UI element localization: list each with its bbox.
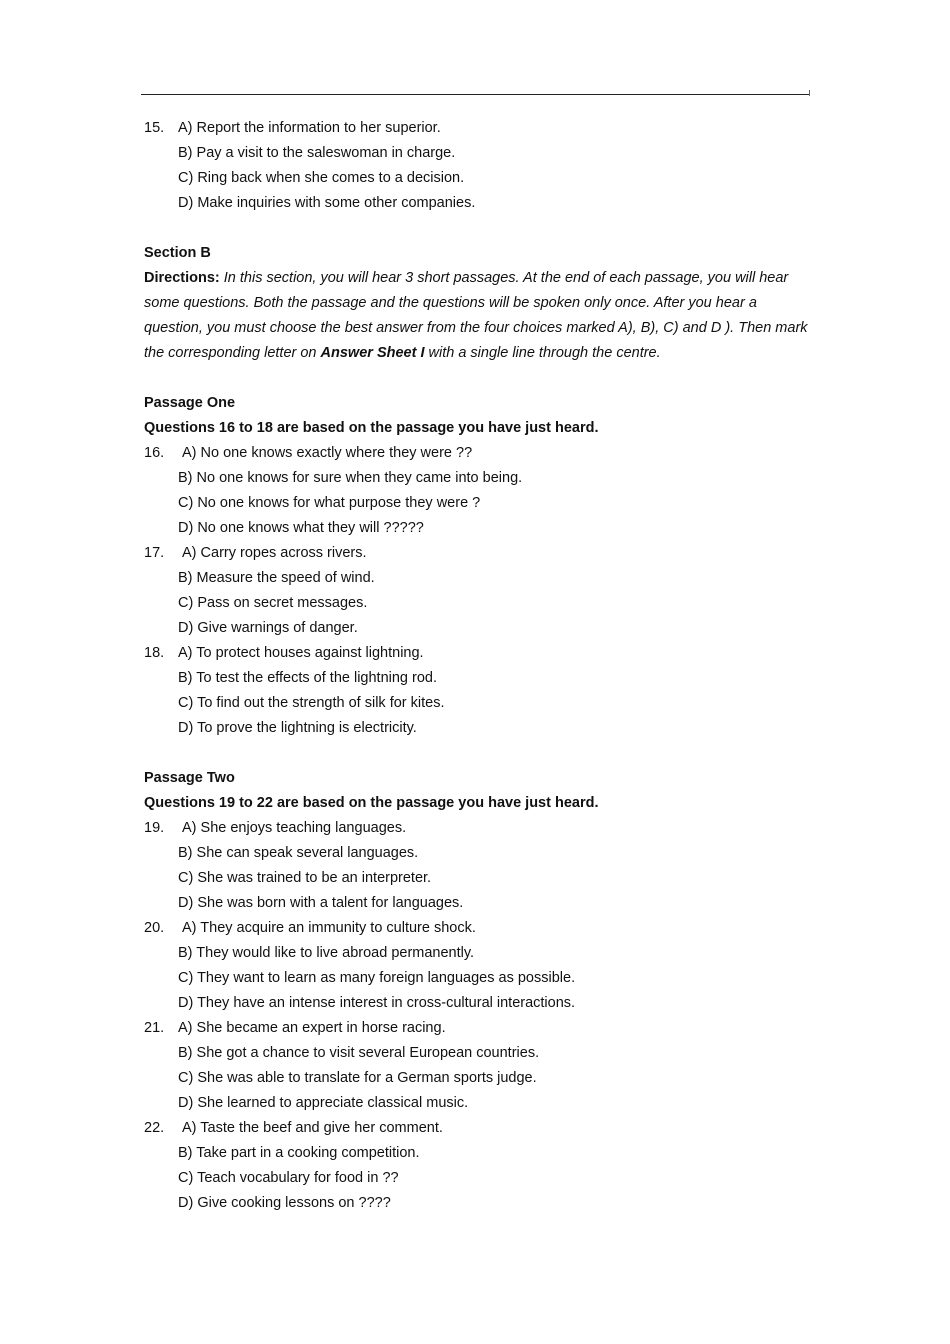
question-19 <box>144 816 814 916</box>
directions-text: In this section, you will hear 3 short passages. At the end of each passage, you will hear some questions. Both the passage and the questions will be spoken only once. After you hear a question, you must choose the best answer from the four choices marked A), B), C) and D ). Then mark the corresponding letter on <box>144 270 808 361</box>
option-d: D) Make inquiries with some other companies. <box>178 195 476 211</box>
question-number: 19. <box>144 820 165 836</box>
option-b: B) She got a chance to visit several European countries. <box>178 1045 540 1061</box>
option-a: A) She enjoys teaching languages. <box>182 820 407 836</box>
directions-label: Directions: <box>144 270 220 286</box>
passage-two-heading: Passage Two <box>144 770 235 786</box>
passage-two-instruction: Questions 19 to 22 are based on the passage you have just heard. <box>144 795 599 811</box>
question-number: 18. <box>144 645 165 661</box>
passage-one-instruction: Questions 16 to 18 are based on the passage you have just heard. <box>144 420 599 436</box>
option-d: D) She was born with a talent for languages. <box>178 895 464 911</box>
option-c: C) To find out the strength of silk for kites. <box>178 695 445 711</box>
option-b: B) She can speak several languages. <box>178 845 419 861</box>
option-c: C) Ring back when she comes to a decision. <box>178 170 465 186</box>
option-a: A) Taste the beef and give her comment. <box>182 1120 443 1136</box>
question-number: 16. <box>144 445 165 461</box>
answer-sheet-reference: Answer Sheet I <box>320 345 425 361</box>
option-b: B) Take part in a cooking competition. <box>178 1145 420 1161</box>
question-number: 20. <box>144 920 165 936</box>
option-d: D) They have an intense interest in cross-cultural interactions. <box>178 995 576 1011</box>
question-number: 15. <box>144 120 165 136</box>
directions-text-end: with a single line through the centre. <box>424 345 661 361</box>
option-b: B) Pay a visit to the saleswoman in charge. <box>178 145 456 161</box>
option-c: C) She was trained to be an interpreter. <box>178 870 432 886</box>
option-b: B) No one knows for sure when they came into being. <box>178 470 523 486</box>
option-d: D) She learned to appreciate classical music. <box>178 1095 469 1111</box>
option-a: A) No one knows exactly where they were ?? <box>182 445 473 461</box>
header-rule-tick <box>809 90 810 96</box>
option-c: C) Teach vocabulary for food in ?? <box>178 1170 399 1186</box>
document-body <box>144 116 814 1216</box>
question-17 <box>144 541 814 641</box>
option-a: A) Report the information to her superior. <box>178 120 441 136</box>
option-a: A) To protect houses against lightning. <box>178 645 424 661</box>
header-rule <box>141 94 810 95</box>
question-16 <box>144 441 814 541</box>
option-d: D) To prove the lightning is electricity. <box>178 720 417 736</box>
option-c: C) Pass on secret messages. <box>178 595 368 611</box>
option-c: C) No one knows for what purpose they were ? <box>178 495 481 511</box>
question-number: 21. <box>144 1020 165 1036</box>
option-a: A) Carry ropes across rivers. <box>182 545 367 561</box>
question-21 <box>144 1016 814 1116</box>
question-number: 22. <box>144 1120 165 1136</box>
option-b: B) They would like to live abroad permanently. <box>178 945 475 961</box>
question-15 <box>144 116 814 216</box>
option-a: A) They acquire an immunity to culture shock. <box>182 920 476 936</box>
section-b-directions <box>144 266 814 366</box>
question-22 <box>144 1116 814 1216</box>
section-b-heading: Section B <box>144 245 211 261</box>
option-a: A) She became an expert in horse racing. <box>178 1020 446 1036</box>
question-20 <box>144 916 814 1016</box>
question-18 <box>144 641 814 741</box>
question-number: 17. <box>144 545 165 561</box>
option-b: B) To test the effects of the lightning rod. <box>178 670 438 686</box>
option-b: B) Measure the speed of wind. <box>178 570 375 586</box>
option-d: D) Give cooking lessons on ???? <box>178 1195 391 1211</box>
passage-one-heading: Passage One <box>144 395 236 411</box>
option-c: C) She was able to translate for a German sports judge. <box>178 1070 537 1086</box>
option-d: D) Give warnings of danger. <box>178 620 358 636</box>
option-d: D) No one knows what they will ????? <box>178 520 424 536</box>
option-c: C) They want to learn as many foreign languages as possible. <box>178 970 576 986</box>
